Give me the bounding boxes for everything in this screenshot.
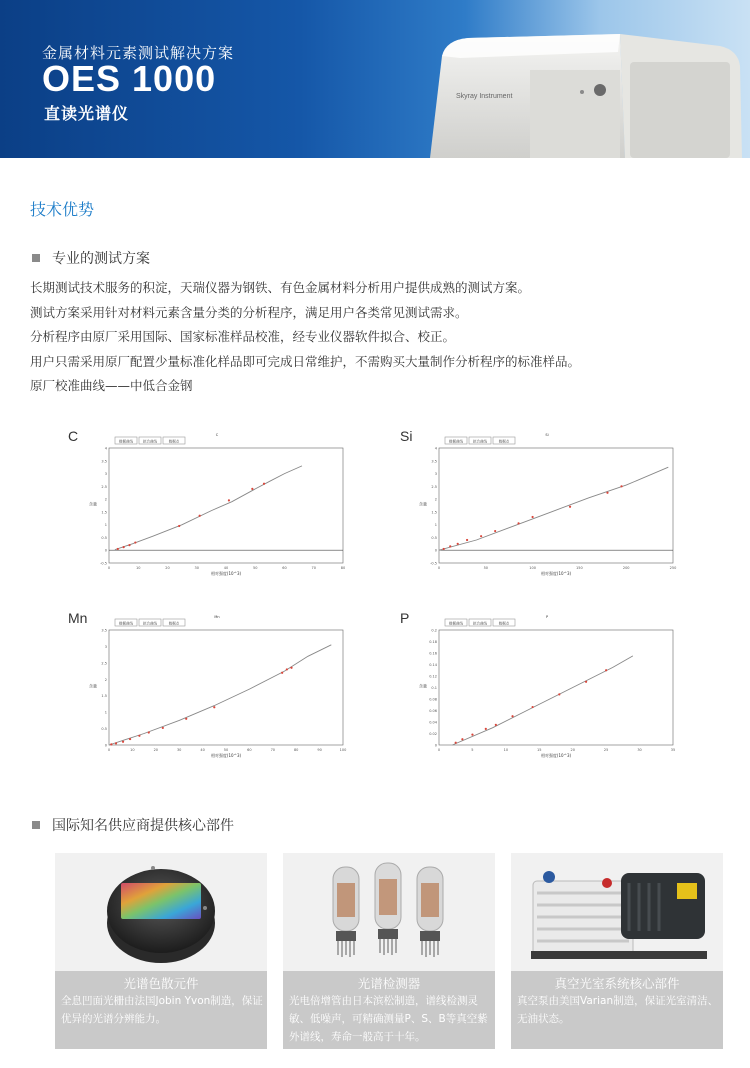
grating-photo (55, 853, 267, 971)
y-axis-label: 含量 (419, 683, 427, 689)
x-tick-label: 100 (339, 748, 347, 752)
calibration-chart-c (85, 428, 350, 578)
x-tick-label: 250 (669, 566, 677, 570)
y-tick-label: 2.5 (101, 661, 107, 666)
x-tick-label: 200 (622, 566, 630, 570)
y-tick-label: 3 (434, 472, 437, 477)
y-tick-label: 4 (104, 446, 107, 451)
x-tick-label: 20 (570, 748, 575, 752)
vacuum-pump-image (511, 853, 723, 971)
y-tick-label: 0.2 (431, 628, 437, 633)
data-point (461, 738, 463, 740)
x-tick-label: 50 (483, 566, 489, 570)
y-tick-label: 1.5 (101, 510, 107, 515)
header-banner (0, 0, 750, 158)
data-point (148, 731, 150, 733)
data-point (532, 516, 534, 518)
y-tick-label: 0 (434, 743, 437, 748)
data-point (263, 483, 265, 485)
legend-label: 数据曲线 (449, 621, 463, 626)
data-point (178, 525, 180, 527)
x-axis-label: 相对强度(10^3) (210, 571, 242, 576)
plot-frame (109, 630, 343, 745)
paragraph-line: 用户只需采用原厂配置少量标准化样品即可完成日常维护，不需购买大量制作分析程序的标准样品。 (30, 353, 581, 369)
y-tick-label: 3.5 (101, 628, 107, 633)
vacuum-pump-photo (511, 853, 723, 971)
grating-image (55, 853, 267, 971)
spectrometer-illustration (420, 26, 750, 158)
y-tick-label: 3 (104, 472, 107, 477)
y-tick-label: 0.18 (429, 640, 437, 644)
x-tick-label: 10 (503, 748, 509, 752)
legend-label: 数据曲线 (119, 621, 133, 626)
data-point (532, 706, 534, 708)
y-tick-label: 0.14 (429, 663, 437, 667)
y-axis-label: 含量 (89, 501, 97, 507)
x-tick-label: 20 (165, 566, 170, 570)
paragraph-line: 分析程序由原厂采用国际、国家标准样品校准，经专业仪器软件拟合、校正。 (30, 329, 456, 344)
section1-paragraph (30, 276, 730, 399)
detector-photo (283, 853, 495, 971)
y-tick-label: 1 (104, 710, 107, 715)
chart-title: Mn (214, 615, 220, 619)
card-title: 真空光室系统核心部件 (554, 976, 680, 991)
y-tick-label: 0 (104, 743, 107, 748)
x-tick-label: 80 (293, 748, 299, 752)
x-tick-label: 100 (529, 566, 536, 570)
x-tick-label: 40 (223, 566, 229, 570)
data-point (511, 715, 513, 717)
x-tick-label: 30 (637, 748, 642, 752)
paragraph-line: 原厂校准曲线——中低合金钢 (30, 378, 193, 393)
header-model: OES 1000 (42, 58, 217, 99)
x-tick-label: 35 (670, 748, 676, 752)
x-tick-label: 0 (107, 748, 111, 752)
chart-p-label: P (400, 610, 410, 626)
bullet-square-icon (32, 254, 40, 262)
data-point (480, 535, 482, 537)
chart-c-label: C (68, 428, 79, 444)
data-point (286, 668, 288, 670)
x-tick-label: 80 (340, 566, 346, 570)
data-point (115, 742, 117, 744)
y-tick-label: 3.5 (431, 459, 437, 464)
data-point (138, 735, 140, 737)
x-tick-label: 50 (253, 566, 258, 570)
legend-label: 数据点 (168, 439, 180, 444)
plot-frame (439, 448, 673, 563)
data-point (281, 672, 283, 674)
y-tick-label: -0.5 (430, 561, 437, 566)
x-axis-label: 相对强度(10^3) (210, 753, 242, 758)
x-tick-label: 90 (317, 748, 322, 752)
legend-label: 拟合曲线 (473, 621, 487, 626)
card-description: 光电倍增管由日本滨松制造，谱线检测灵敏、低噪声，可精确测量P、S、B等真空紫外谱线，寿命一般高于十年。 (289, 995, 488, 1043)
section1-heading (32, 248, 150, 268)
legend-label: 数据点 (168, 621, 180, 626)
x-tick-label: 0 (437, 566, 441, 570)
x-tick-label: 10 (130, 748, 135, 752)
chart-mn-label: Mn (68, 610, 88, 626)
x-tick-label: 15 (537, 748, 542, 752)
x-tick-label: 0 (107, 566, 111, 570)
component-card-detector (283, 853, 495, 1049)
component-card-vacuum (511, 853, 723, 1049)
x-tick-label: 70 (311, 566, 316, 570)
x-tick-label: 5 (471, 748, 474, 752)
y-tick-label: 2 (434, 497, 437, 502)
section2-heading (32, 815, 234, 835)
chart-title: C (215, 433, 219, 437)
card-title: 光谱检测器 (357, 976, 421, 991)
data-point (485, 728, 487, 730)
data-point (558, 693, 560, 695)
y-tick-label: 0.5 (101, 535, 107, 540)
x-tick-label: 25 (603, 748, 609, 752)
x-axis-label: 相对强度(10^3) (540, 571, 572, 576)
y-tick-label: 0.06 (429, 709, 437, 713)
data-point (162, 727, 164, 729)
x-tick-label: 60 (247, 748, 252, 752)
x-axis-label: 相对强度(10^3) (540, 753, 572, 758)
y-tick-label: 2.5 (431, 484, 437, 489)
photomultiplier-tubes-image (283, 853, 495, 971)
data-point (117, 548, 119, 550)
chart-title: Si (545, 433, 549, 437)
legend-label: 拟合曲线 (473, 439, 487, 444)
chart-si-label: Si (400, 428, 413, 444)
data-point (449, 545, 451, 547)
y-tick-label: 0 (434, 548, 437, 553)
legend-label: 数据曲线 (119, 439, 133, 444)
legend-label: 数据曲线 (449, 439, 463, 444)
data-point (494, 530, 496, 532)
data-point (455, 742, 457, 744)
x-tick-label: 30 (176, 748, 182, 752)
y-tick-label: 1 (434, 523, 437, 528)
y-tick-label: 0.5 (101, 727, 107, 732)
y-tick-label: 0.1 (431, 686, 437, 690)
y-tick-label: 2 (104, 497, 107, 502)
data-point (457, 543, 459, 545)
x-tick-label: 60 (282, 566, 287, 570)
data-point (251, 488, 253, 490)
data-point (213, 706, 215, 708)
y-tick-label: 0.02 (429, 732, 437, 736)
calibration-chart-si (415, 428, 680, 578)
calibration-chart-mn (85, 610, 350, 760)
y-tick-label: 2.5 (101, 484, 107, 489)
legend-label: 数据点 (498, 621, 510, 626)
y-tick-label: 4 (434, 446, 437, 451)
card-description: 真空泵由美国Varian制造，保证光室清洁、无油状态。 (517, 995, 719, 1025)
legend-label: 拟合曲线 (143, 621, 157, 626)
data-point (110, 743, 112, 745)
data-point (123, 546, 125, 548)
x-tick-label: 30 (194, 566, 199, 570)
x-tick-label: 20 (153, 748, 159, 752)
data-point (495, 724, 497, 726)
data-point (129, 738, 131, 740)
data-point (466, 539, 468, 541)
card-description: 全息凹面光栅由法国Jobin Yvon制造，保证优异的光谱分辨能力。 (61, 995, 263, 1025)
y-axis-label: 含量 (89, 683, 97, 689)
data-point (443, 548, 445, 550)
data-point (185, 718, 187, 720)
y-tick-label: 0.5 (431, 535, 437, 540)
section2-heading-text: 国际知名供应商提供核心部件 (52, 818, 234, 834)
data-point (517, 522, 519, 524)
card-title: 光谱色散元件 (123, 976, 199, 991)
data-point (620, 485, 622, 487)
y-axis-label: 含量 (419, 501, 427, 507)
data-point (606, 492, 608, 494)
plot-frame (109, 448, 343, 563)
data-point (605, 669, 607, 671)
y-tick-label: 3 (104, 644, 107, 649)
x-tick-label: 70 (270, 748, 276, 752)
y-tick-label: 3.5 (101, 459, 107, 464)
data-point (122, 741, 124, 743)
y-tick-label: 1.5 (101, 694, 107, 699)
data-point (128, 544, 130, 546)
data-point (569, 506, 571, 508)
section1-heading-text: 专业的测试方案 (52, 251, 150, 267)
y-tick-label: 0.04 (429, 720, 437, 725)
header-product-name: 直读光谱仪 (44, 104, 130, 123)
y-tick-label: -0.5 (100, 561, 107, 566)
x-tick-label: 40 (200, 748, 205, 752)
paragraph-line: 长期测试技术服务的积淀，天瑞仪器为钢铁、有色金属材料分析用户提供成熟的测试方案。 (30, 280, 531, 295)
data-point (290, 667, 292, 669)
plot-frame (439, 630, 673, 745)
x-tick-label: 150 (576, 566, 583, 570)
y-tick-label: 1 (104, 523, 107, 528)
component-card-grating (55, 853, 267, 1049)
machine-brand-label: Skyray Instrument (456, 93, 513, 100)
data-point (471, 734, 473, 736)
data-point (134, 541, 136, 543)
y-tick-label: 1.5 (431, 510, 437, 515)
y-tick-label: 0.12 (429, 674, 437, 679)
data-point (199, 515, 201, 517)
y-tick-label: 0 (104, 548, 107, 553)
calibration-chart-p (415, 610, 680, 760)
y-tick-label: 2 (104, 677, 107, 682)
legend-label: 数据点 (498, 439, 510, 444)
chart-title: P (545, 615, 549, 619)
legend-label: 拟合曲线 (143, 439, 157, 444)
data-point (585, 681, 587, 683)
paragraph-line: 测试方案采用针对材料元素含量分类的分析程序，满足用户各类常见测试需求。 (30, 304, 468, 320)
header-subtitle: 金属材料元素测试解决方案 (42, 44, 235, 62)
y-tick-label: 0.08 (429, 697, 437, 702)
x-tick-label: 0 (437, 748, 441, 752)
x-tick-label: 10 (136, 566, 141, 570)
bullet-square-icon (32, 821, 40, 829)
x-tick-label: 50 (223, 748, 229, 752)
y-tick-label: 0.16 (429, 651, 437, 656)
section-title: 技术优势 (30, 200, 95, 219)
data-point (228, 499, 230, 501)
